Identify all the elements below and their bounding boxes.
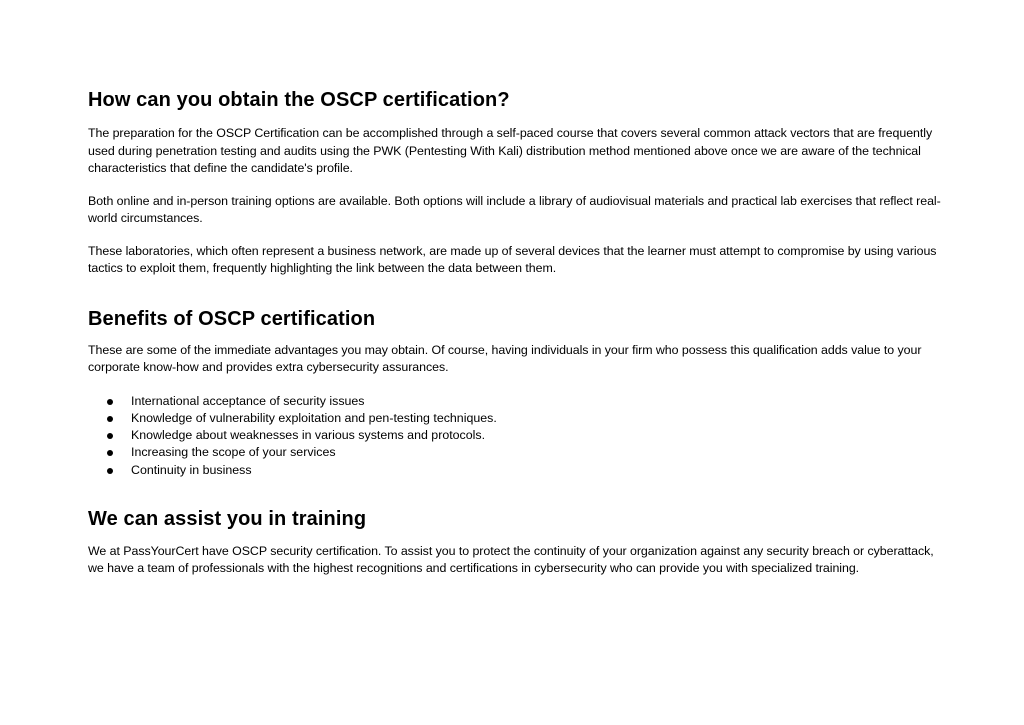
list-item — [107, 462, 944, 479]
bullet-icon — [107, 468, 113, 474]
section-heading-obtain: How can you obtain the OSCP certification? — [88, 89, 510, 111]
paragraph: The preparation for the OSCP Certification can be accomplished through a self-paced course that covers several common attack vectors that are frequently used during penetration testing and audits using the PWK (Pentesting With Kali) distribution method mentioned above once we are aware of the technical characteristics that define the candidate's profile. — [88, 126, 933, 175]
bullet-icon — [107, 399, 113, 405]
bullet-icon — [107, 450, 113, 456]
paragraph: These are some of the immediate advantages you may obtain. Of course, having individuals in your firm who possess this qualification adds value to your corporate know-how and provides extra cybersecurity assurances. — [88, 342, 922, 374]
bullet-icon — [107, 433, 113, 439]
list-item — [107, 427, 944, 444]
list-item-text: Knowledge of vulnerability exploitation and pen-testing techniques. — [131, 410, 497, 425]
section-heading-benefits: Benefits of OSCP certification — [88, 307, 376, 330]
paragraph: Both online and in-person training options are available. Both options will include a library of audiovisual materials and practical lab exercises that reflect real-world circumstances. — [88, 193, 941, 225]
paragraph: These laboratories, which often represent a business network, are made up of several devices that the learner must attempt to compromise by using various tactics to exploit them, frequently highlighting the link between the data between them. — [88, 243, 937, 275]
list-item-text: Increasing the scope of your services — [131, 445, 336, 460]
list-item-text: Continuity in business — [131, 462, 252, 477]
paragraph: We at PassYourCert have OSCP security certification. To assist you to protect the continuity of your organization against any security breach or cyberattack, we have a team of professionals with the highest recognitions and certifications in cybersecurity who can provide you with specialized training. — [88, 543, 934, 576]
section-heading-training: We can assist you in training — [88, 507, 367, 530]
list-item — [107, 444, 944, 461]
bullet-icon — [107, 416, 113, 422]
list-item-text: International acceptance of security issues — [131, 393, 365, 408]
list-item-text: Knowledge about weaknesses in various systems and protocols. — [131, 428, 486, 443]
benefits-list — [88, 393, 944, 479]
list-item — [107, 393, 944, 410]
list-item — [107, 410, 944, 427]
